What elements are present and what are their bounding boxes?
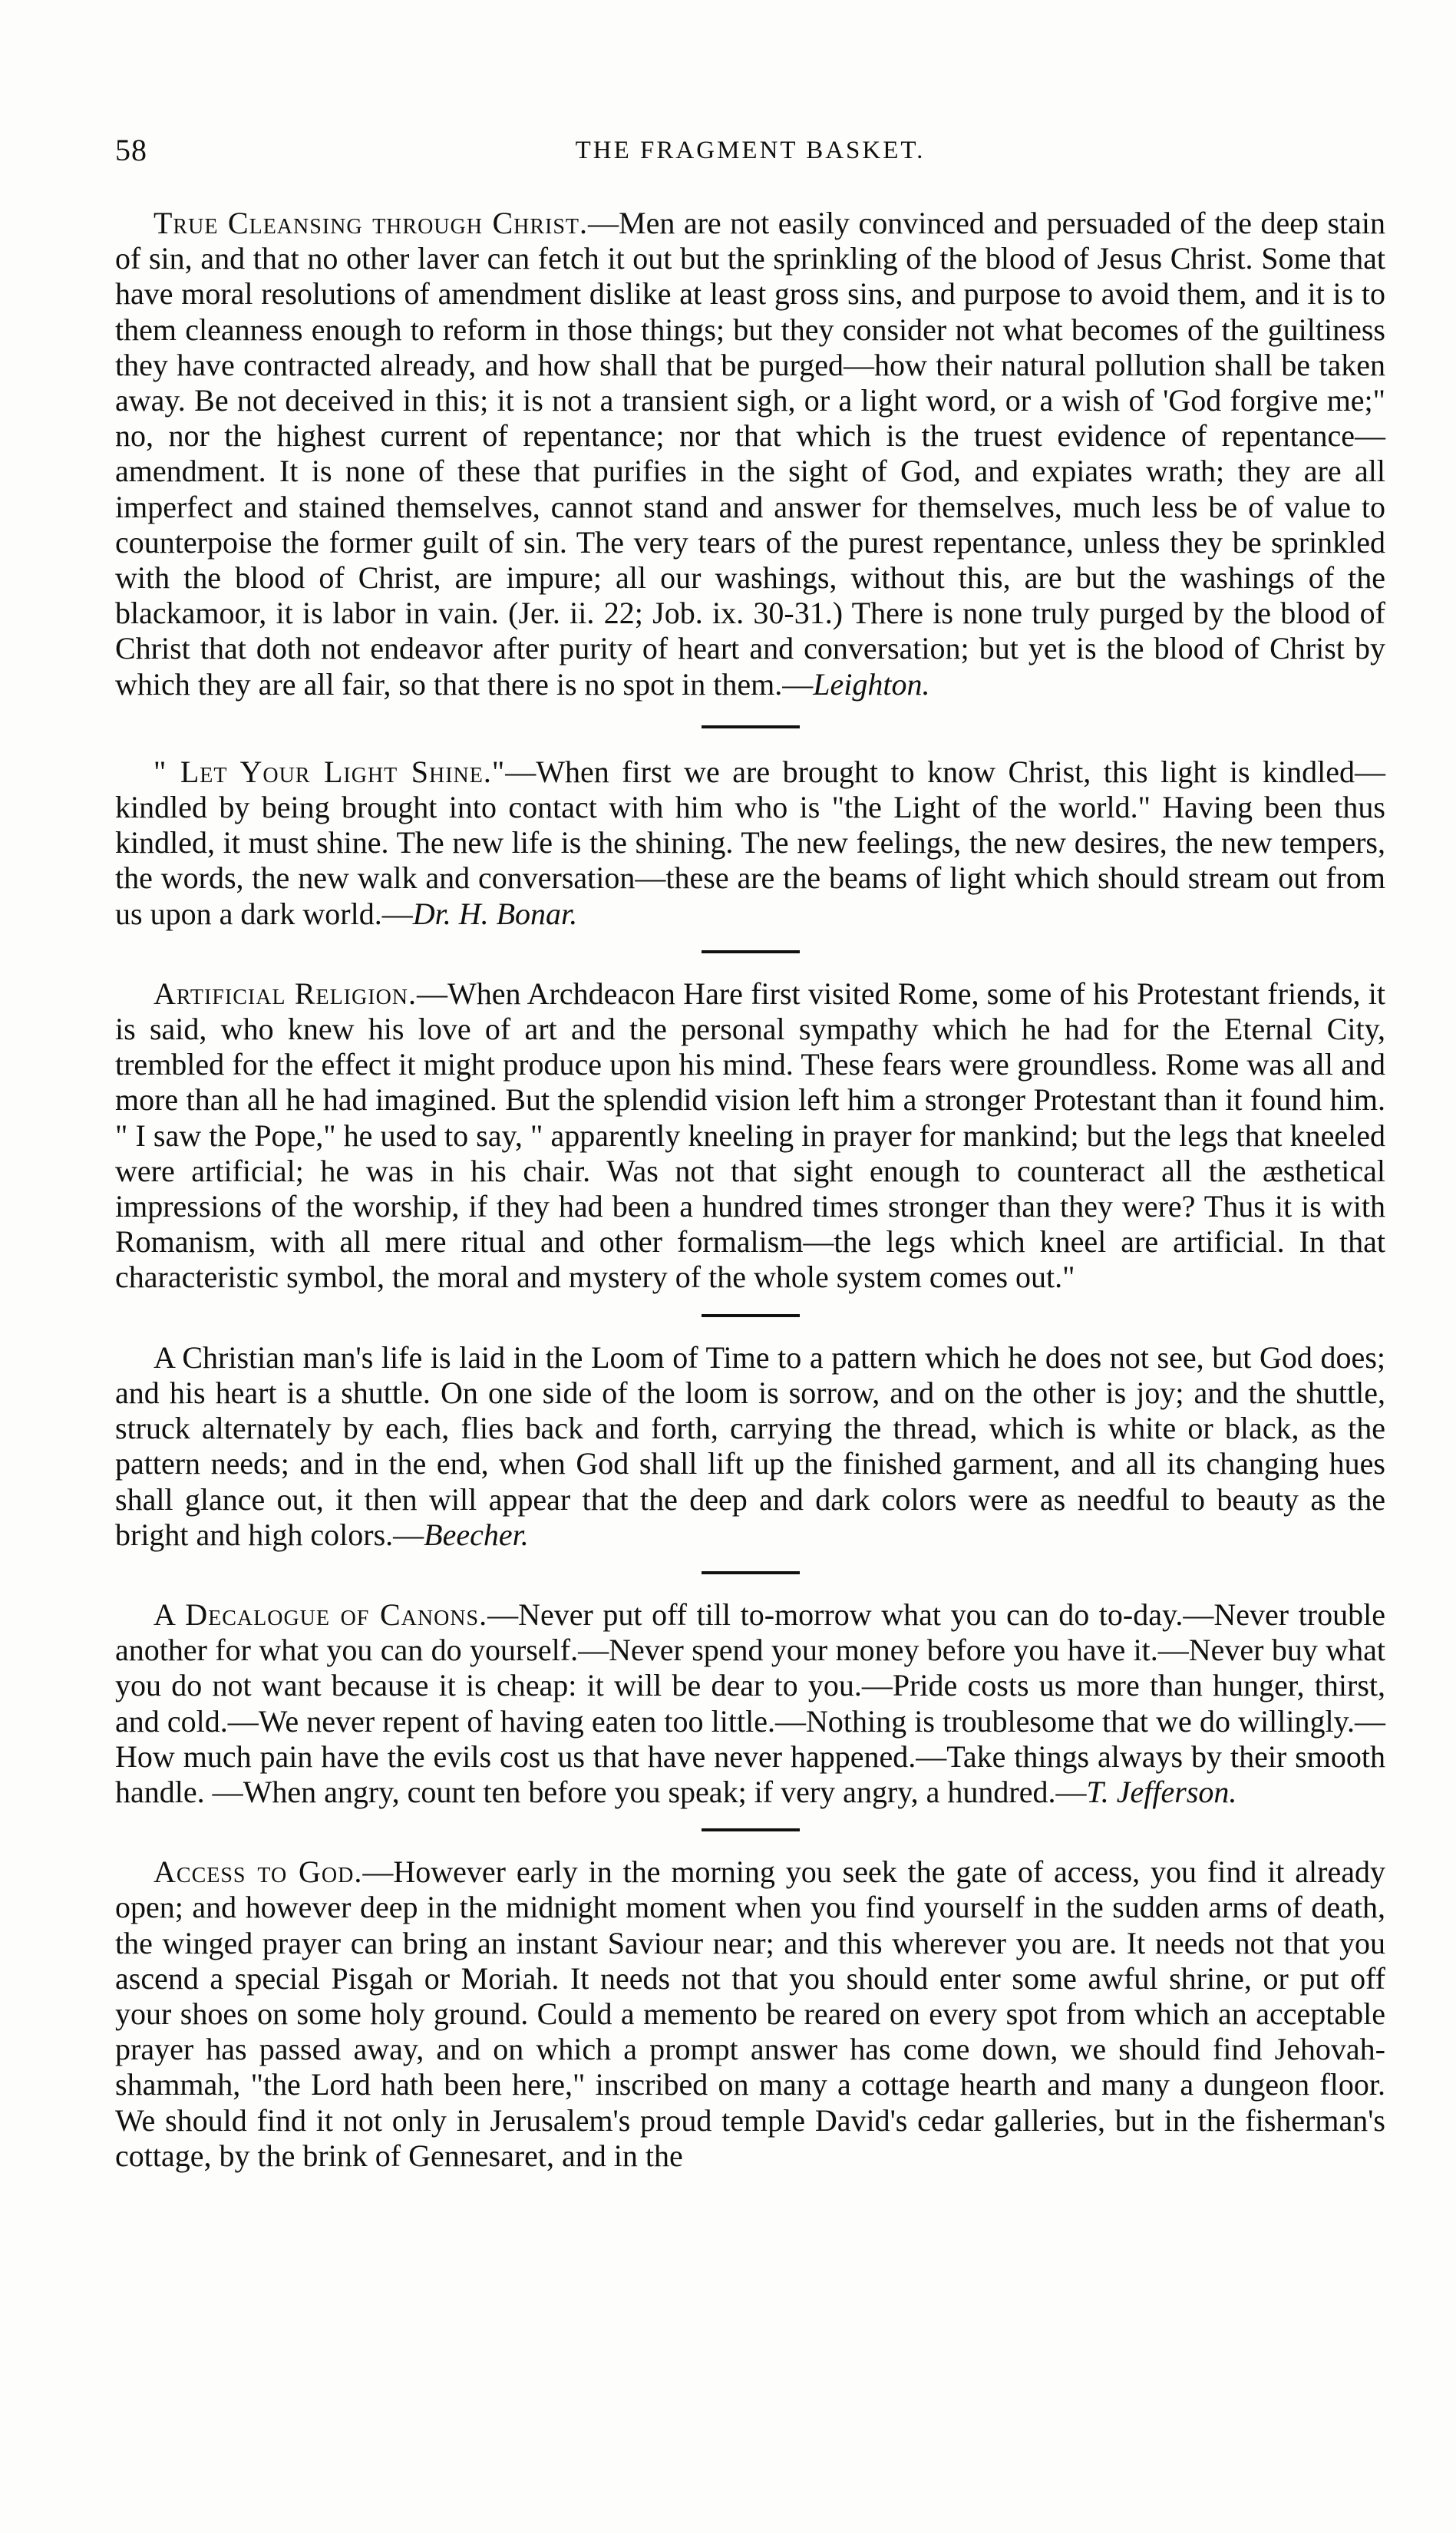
article-let-your-light-shine xyxy=(115,755,1385,932)
article-true-cleansing xyxy=(115,206,1385,702)
running-title: THE FRAGMENT BASKET. xyxy=(575,137,926,164)
article-body: —Never put off till to-morrow what you can do to-day.—Never trouble another for what you can do yourself.—Never spend your money before you have it.—Never buy what you do not want because it is cheap: it will be dear to you.—Pride costs us more than hunger, thirst, and cold.—We never repent of having eaten too little.—Nothing is troublesome that we do willingly.—How much pain have the evils cost us that have never happened.—Take things always by their smooth handle. —When angry, count ten before you speak; if very angry, a hundred.— xyxy=(115,1597,1385,1809)
article-loom-of-time xyxy=(115,1340,1385,1553)
article-paragraph xyxy=(115,755,1385,932)
article-heading: True Cleansing through Christ. xyxy=(154,206,589,240)
article-attribution: T. Jefferson. xyxy=(1086,1774,1237,1809)
article-body: —Men are not easily convinced and persuaded of the deep stain of sin, and that no other laver can fetch it out but the sprinkling of the blood of Jesus Christ. Some that have moral resolutions of amendment dislike at least gross sins, and purpose to avoid them, and it is to them cleanness enough to reform in those things; but they consider not what becomes of the guiltiness they have contracted already, and how shall that be purged—how their natural pollution shall be taken away. Be not deceived in this; it is not a transient sigh, or a light word, or a wish of 'God forgive me;" no, nor the highest current of repentance; nor that which is the truest evidence of repentance—amendment. It is none of these that purifies in the sight of God, and expiates wrath; they are all imperfect and stained themselves, cannot stand and answer for themselves, much less be of value to counterpoise the former guilt of sin. The very tears of the purest repentance, unless they be sprinkled with the blood of Christ, are impure; all our washings, without this, are but the washings of the blackamoor, it is labor in vain. (Jer. ii. 22; Job. ix. 30-31.) There is none truly purged by the blood of Christ that doth not endeavor after purity of heart and conversation; but yet is the blood of Christ by which they are all fair, so that there is no spot in them.— xyxy=(115,206,1385,702)
article-paragraph xyxy=(115,976,1385,1296)
article-attribution: Dr. H. Bonar. xyxy=(412,896,578,931)
section-divider xyxy=(702,1314,800,1317)
article-paragraph xyxy=(115,1340,1385,1553)
article-heading: Artificial Religion. xyxy=(154,976,418,1011)
article-body: A Christian man's life is laid in the Loom of Time to a pattern which he does not see, but God does; and his heart is a shuttle. On one side of the loom is sorrow, and on the other is joy; and the shuttle, struck alternately by each, flies back and forth, carrying the thread, which is white or black, as the pattern needs; and in the end, when God shall lift up the finished garment, and all its changing hues shall glance out, it then will appear that the deep and dark colors were as needful to beauty as the bright and high colors.— xyxy=(115,1339,1385,1552)
section-divider xyxy=(702,1828,800,1831)
article-attribution: Beecher. xyxy=(424,1517,529,1552)
section-divider xyxy=(702,950,800,953)
article-decalogue-of-canons xyxy=(115,1597,1385,1810)
section-divider xyxy=(702,725,800,728)
page-header xyxy=(115,132,1385,178)
article-paragraph xyxy=(115,1597,1385,1810)
article-heading: Access to God. xyxy=(154,1854,363,1890)
article-heading: A Decalogue of Canons. xyxy=(154,1597,488,1632)
section-divider xyxy=(702,1571,800,1574)
article-artificial-religion xyxy=(115,976,1385,1296)
article-body: —When Archdeacon Hare first visited Rome, some of his Protestant friends, it is said, who knew his love of art and the personal sympathy which he had for the Eternal City, trembled for the effect it might produce upon his mind. These fears were groundless. Rome was all and more than all he had imagined. But the splendid vision left him a stronger Protestant than it found him. " I saw the Pope," he used to say, " apparently kneeling in prayer for mankind; but the legs that kneeled were artificial; he was in his chair. Was not that sight enough to counteract all the æsthetical impressions of the worship, if they had been a hundred times stronger than they were? Thus it is with Romanism, with all mere ritual and other formalism—the legs which kneel are artificial. In that characteristic symbol, the moral and mystery of the whole system comes out." xyxy=(115,976,1386,1295)
page-number: 58 xyxy=(115,133,147,167)
article-paragraph xyxy=(115,1854,1385,2174)
article-heading: " Let Your Light Shine." xyxy=(154,754,506,789)
article-body: —However early in the morning you seek the gate of access, you find it already open; and however deep in the midnight moment when you find yourself in the sudden arms of death, the winged prayer can bring an instant Saviour near; and this wherever you are. It needs not that you ascend a special Pisgah or Moriah. It needs not that you should enter some awful shrine, or put off your shoes on some holy ground. Could a memento be reared on every spot from which an acceptable prayer has passed away, and on which a prompt answer has come down, we should find Jehovah-shammah, "the Lord hath been here," inscribed on many a cottage hearth and many a dungeon floor. We should find it not only in Jerusalem's proud temple David's cedar galleries, but in the fisherman's cottage, by the brink of Gennesaret, and in the xyxy=(115,1854,1385,2173)
article-paragraph xyxy=(115,206,1385,702)
text-column xyxy=(115,206,1385,2174)
article-access-to-god xyxy=(115,1854,1385,2174)
article-attribution: Leighton. xyxy=(813,666,930,702)
article-body: —When first we are brought to know Christ, this light is kindled—kindled by being brought into contact with him who is "the Light of the world." Having been thus kindled, it must shine. The new life is the shining. The new feelings, the new desires, the new tempers, the words, the new walk and conversation—these are the beams of light which should stream out from us upon a dark world.— xyxy=(115,754,1386,931)
